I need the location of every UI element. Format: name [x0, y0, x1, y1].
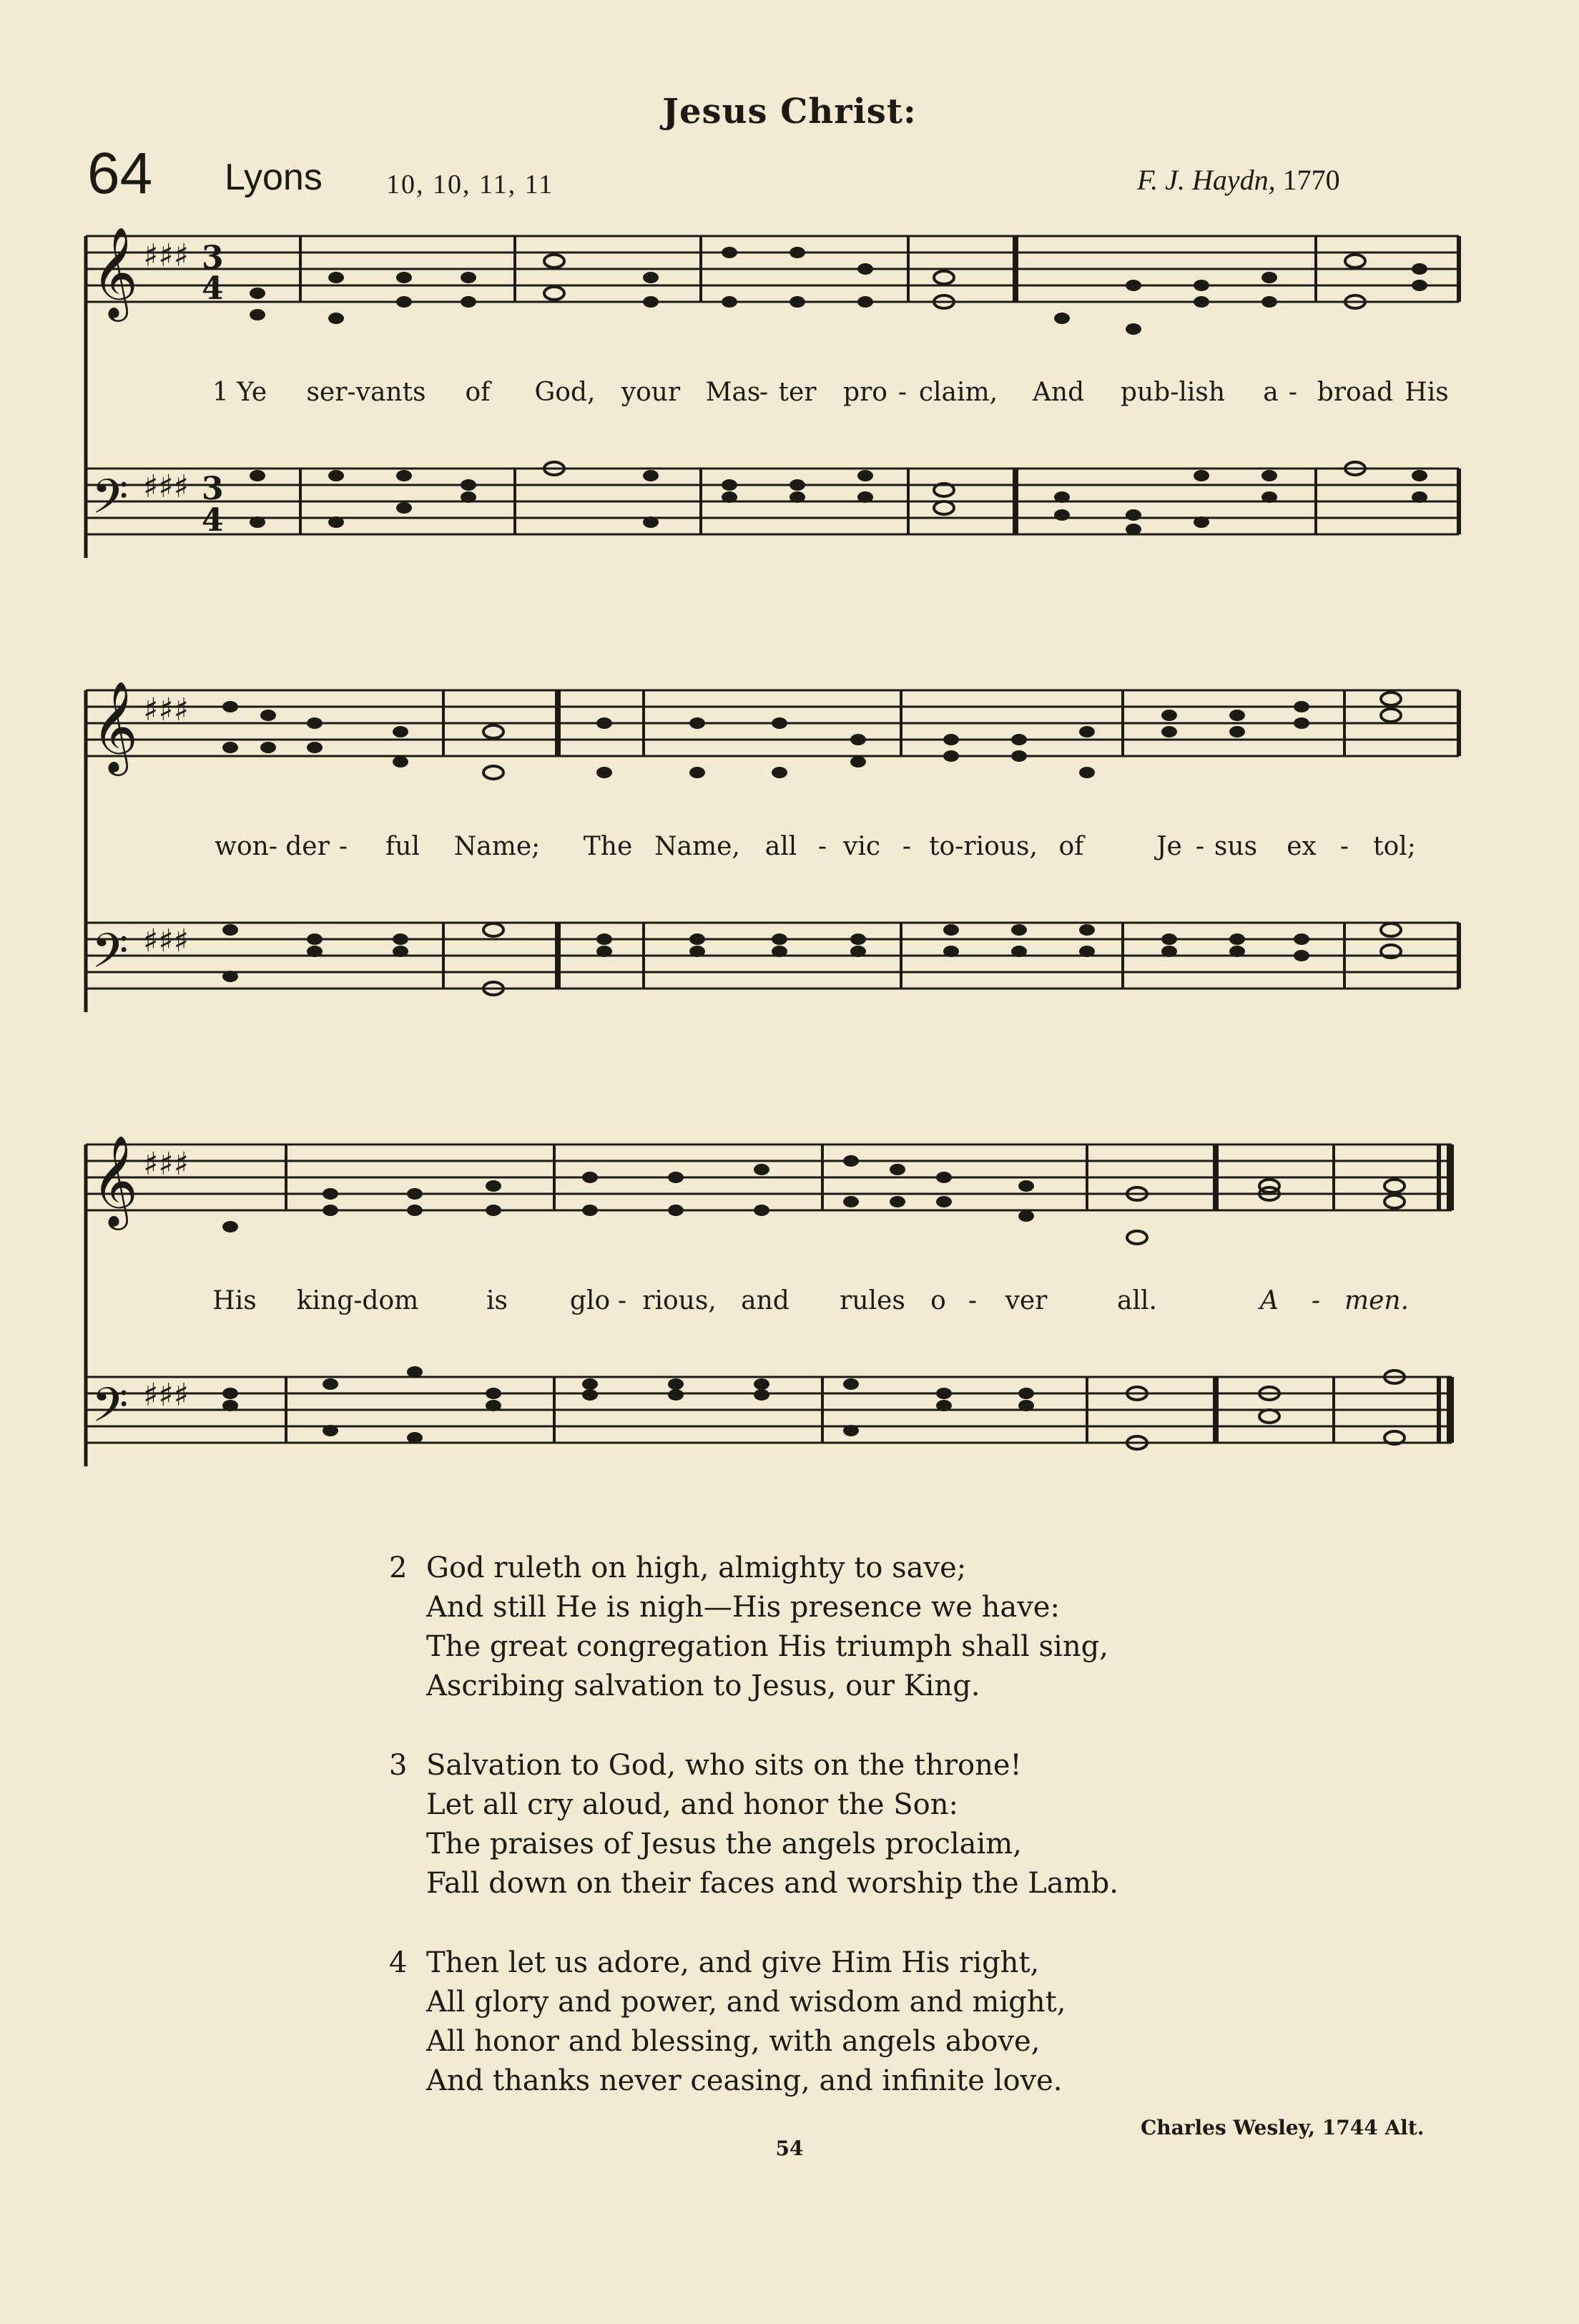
stanza: [389, 1746, 1319, 1903]
lyric-syllable: -: [817, 832, 827, 861]
key-signature-bass: ♯♯♯: [143, 1377, 189, 1413]
stanza-line: All glory and power, and wisdom and might,: [426, 1986, 1066, 2019]
lyric-syllable: Name,: [654, 832, 740, 861]
treble-clef: 𝄞: [92, 226, 139, 318]
lyric-syllable: claim,: [918, 378, 998, 407]
key-signature-treble: ♯♯♯: [143, 692, 189, 728]
lyric-line-2: [0, 832, 1579, 875]
lyric-syllable: And: [1032, 378, 1085, 407]
key-signature-treble: ♯♯♯: [143, 1146, 189, 1182]
lyric-syllable: -: [968, 1286, 978, 1315]
stanza-line: The praises of Jesus the angels proclaim,: [426, 1828, 1022, 1860]
lyric-syllable: all: [764, 832, 797, 861]
stanza-line: Salvation to God, who sits on the throne!: [426, 1749, 1022, 1782]
lyric-syllable: -: [338, 832, 348, 861]
lyric-syllable: A: [1260, 1286, 1279, 1315]
treble-clef: 𝄞: [92, 680, 139, 772]
lyric-syllable: Name;: [453, 832, 541, 861]
verses: [389, 1549, 1319, 2141]
lyric-syllable: -: [268, 832, 278, 861]
lyric-syllable: ter: [778, 378, 817, 407]
stanza-line: Ascribing salvation to Jesus, our King.: [426, 1670, 980, 1702]
stanza-line: Fall down on their faces and worship the Lamb.: [426, 1867, 1118, 1900]
lyric-syllable: -: [1339, 832, 1349, 861]
lyric-syllable: sus: [1214, 832, 1258, 861]
lyric-syllable: broad: [1317, 378, 1394, 407]
bass-notes: [222, 1366, 1405, 1449]
tune-name: Lyons: [225, 157, 323, 198]
stanza-number: 4: [389, 1946, 408, 1979]
section-title: Jesus Christ:: [662, 92, 917, 132]
lyric-syllable: to-rious,: [929, 832, 1038, 861]
lyric-syllable: rules: [840, 1286, 905, 1315]
lyric-syllable: -: [759, 378, 769, 407]
lyric-syllable: Je: [1156, 832, 1182, 861]
author-credit: Charles Wesley, 1744 Alt.: [1141, 2116, 1425, 2139]
key-signature-treble: ♯♯♯: [143, 237, 189, 274]
time-signature-bass: 3: [202, 471, 224, 507]
lyric-syllable: vic: [842, 832, 881, 861]
lyric-syllable: -: [617, 1286, 627, 1315]
stanza-line: Then let us adore, and give Him His right,: [426, 1946, 1040, 1979]
lyric-syllable: The: [583, 832, 633, 861]
composer-name: F. J. Haydn,: [1137, 164, 1276, 196]
bass-notes: [250, 462, 1427, 535]
lyric-line-3: [0, 1286, 1579, 1329]
lyric-syllable: tol;: [1373, 832, 1416, 861]
stanza-line: All honor and blessing, with angels above,: [426, 2025, 1041, 2058]
stanza: [389, 1943, 1319, 2101]
lyric-syllable: king-dom: [296, 1286, 419, 1315]
lyric-syllable: pro: [843, 378, 887, 407]
stanza-line: And thanks never ceasing, and infinite love.: [426, 2064, 1063, 2097]
key-signature-bass: ♯♯♯: [143, 923, 189, 959]
lyric-syllable: of: [465, 378, 491, 407]
lyric-syllable: all.: [1117, 1286, 1157, 1315]
lyric-syllable: rious,: [642, 1286, 717, 1315]
composer: [1137, 163, 1340, 197]
lyric-syllable: men.: [1344, 1286, 1410, 1315]
bass-clef: 𝄢: [92, 923, 129, 990]
lyric-syllable: His: [212, 1286, 257, 1315]
lyric-syllable: your: [621, 378, 681, 407]
lyric-syllable: is: [486, 1286, 508, 1315]
treble-clef: 𝄞: [92, 1134, 139, 1226]
music-system-2: [0, 669, 1579, 1026]
lyric-syllable: glo: [569, 1286, 611, 1315]
lyric-syllable: and: [741, 1286, 790, 1315]
lyric-syllable: won: [215, 832, 269, 861]
lyric-syllable: Mas: [705, 378, 761, 407]
lyric-syllable: 1 Ye: [212, 378, 267, 407]
stanza-line: Let all cry aloud, and honor the Son:: [426, 1788, 958, 1821]
lyric-syllable: -: [1311, 1286, 1321, 1315]
lyric-syllable: ful: [385, 832, 420, 861]
lyric-syllable: -: [1288, 378, 1298, 407]
lyric-syllable: o: [930, 1286, 946, 1315]
lyric-syllable: der: [285, 832, 330, 861]
page-number: 54: [775, 2137, 804, 2160]
time-signature-bass: 4: [202, 502, 224, 539]
lyric-syllable: God,: [534, 378, 596, 407]
time-signature-treble: 4: [202, 270, 224, 307]
stanza-line: And still He is nigh—His presence we have:: [426, 1591, 1060, 1624]
stanza-number: 3: [389, 1749, 408, 1782]
time-signature-treble: 3: [202, 240, 224, 276]
treble-notes: [250, 247, 1427, 335]
hymn-number: 64: [87, 141, 153, 206]
music-system-1: [0, 215, 1579, 572]
bass-clef: 𝄢: [92, 1378, 129, 1444]
stanza-line: God ruleth on high, almighty to save;: [426, 1551, 967, 1584]
bass-clef: 𝄢: [92, 469, 129, 536]
lyric-line-1: [0, 378, 1579, 421]
stanza-number: 2: [389, 1551, 408, 1584]
composer-year: 1770: [1282, 164, 1340, 196]
meter: 10, 10, 11, 11: [386, 170, 554, 200]
lyric-syllable: -: [1195, 832, 1205, 861]
lyric-syllable: ver: [1005, 1286, 1048, 1315]
lyric-syllable: His: [1405, 378, 1449, 407]
lyric-syllable: ser-vants: [306, 378, 426, 407]
stanza: [389, 1549, 1319, 1706]
bass-notes: [222, 923, 1401, 995]
bass-staff: [86, 469, 1459, 534]
lyric-syllable: ex: [1287, 832, 1317, 861]
music-system-3: [0, 1123, 1579, 1481]
treble-notes: [222, 1155, 1405, 1244]
lyric-syllable: a: [1263, 378, 1279, 407]
lyric-syllable: of: [1058, 832, 1084, 861]
treble-notes: [222, 692, 1401, 779]
treble-staff: [86, 236, 1459, 302]
stanza-line: The great congregation His triumph shall sing,: [426, 1630, 1108, 1663]
key-signature-bass: ♯♯♯: [143, 469, 189, 505]
lyric-syllable: pub-lish: [1120, 378, 1226, 407]
lyric-syllable: -: [897, 378, 907, 407]
lyric-syllable: -: [902, 832, 912, 861]
